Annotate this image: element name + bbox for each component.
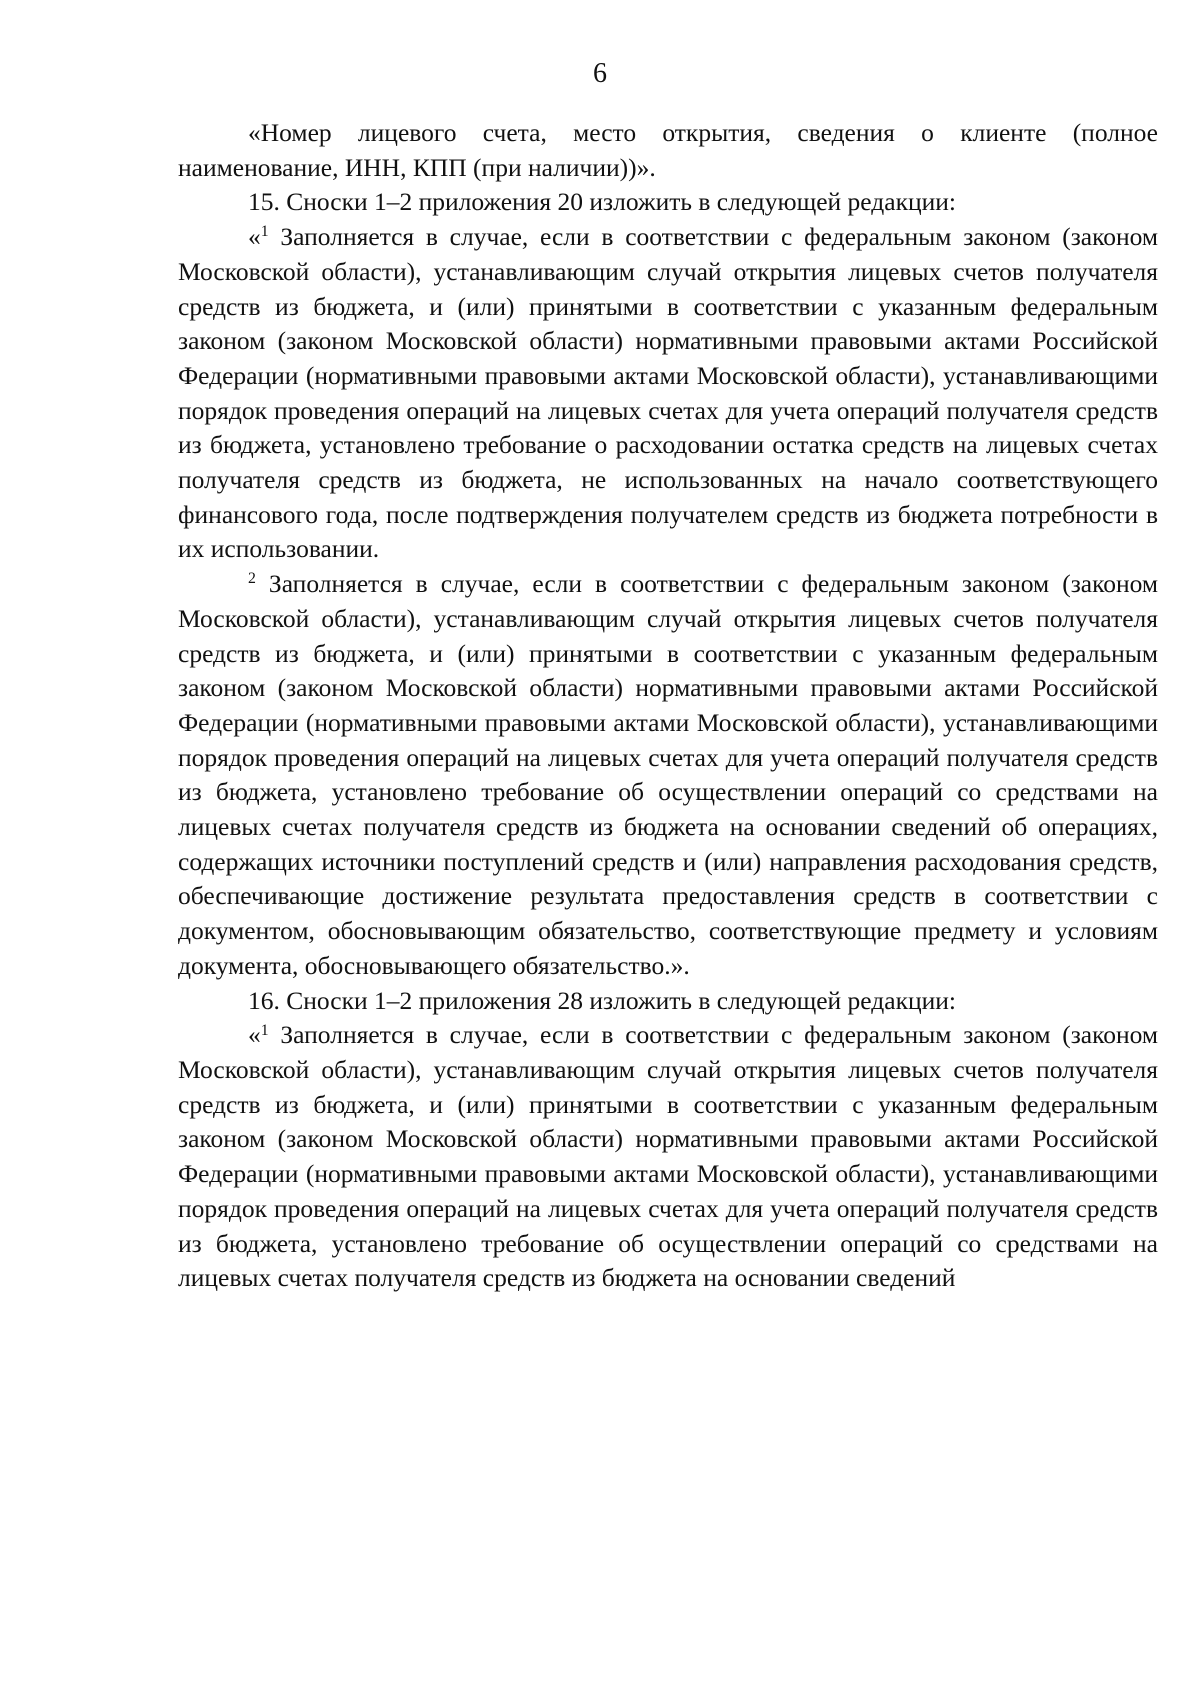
paragraph-item-16: 16. Сноски 1–2 приложения 28 изложить в следующей редакции: <box>248 985 956 1015</box>
page-number: 6 <box>593 58 607 89</box>
footnote-marker: 1 <box>260 223 269 241</box>
footnote-text: Заполняется в случае, если в соответствии с федеральным законом (законом Московской области), устанавливающим случай открытия лицевых счетов получателя средств из бюджета, и (или) принятыми в соответствии с указанным федеральным законом (законом Московской области) нормативными правовыми актами Российской Федерации (нормативными правовыми актами Московской области), устанавливающими порядок проведения операций на лицевых счетах для учета операций получателя средств из бюджета, установлено требование о расходовании остатка средств на лицевых счетах получателя средств из бюджета, не использованных на начало соответствующего финансового года, после подтверждения получателем средств из бюджета потребности в их использовании. <box>178 222 1158 564</box>
paragraph-item-15: 15. Сноски 1–2 приложения 20 изложить в следующей редакции: <box>248 187 956 217</box>
footnote-marker: 2 <box>248 570 256 588</box>
footnote-marker: 1 <box>260 1021 269 1039</box>
footnote-text: Заполняется в случае, если в соответствии с федеральным законом (законом Московской области), устанавливающим случай открытия лицевых счетов получателя средств из бюджета, и (или) принятыми в соответствии с указанным федеральным законом (законом Московской области) нормативными правовыми актами Российской Федерации (нормативными правовыми актами Московской области), устанавливающими порядок проведения операций на лицевых счетах для учета операций получателя средств из бюджета, установлено требование об осуществлении операций со средствами на лицевых счетах получателя средств из бюджета на основании сведений об операциях, содержащих источники поступлений средств и (или) направления расходования средств, обеспечивающие достижение результата предоставления средств в соответствии с документом, обосновывающим обязательство, соответствующие предмету и условиям документа, обосновывающего обязательство.». <box>178 569 1158 980</box>
open-quote: « <box>248 222 261 252</box>
open-quote: « <box>248 1020 261 1050</box>
paragraph-footnote-1-app28 <box>178 1018 1158 1296</box>
footnote-text: Заполняется в случае, если в соответствии с федеральным законом (законом Московской области), устанавливающим случай открытия лицевых счетов получателя средств из бюджета, и (или) принятыми в соответствии с указанным федеральным законом (законом Московской области) нормативными правовыми актами Российской Федерации (нормативными правовыми актами Московской области), устанавливающими порядок проведения операций на лицевых счетах для учета операций получателя средств из бюджета, установлено требование об осуществлении операций со средствами на лицевых счетах получателя средств из бюджета на основании сведений <box>178 1020 1158 1293</box>
document-body <box>178 116 1158 1296</box>
paragraph-footnote-1-app20 <box>178 220 1158 567</box>
paragraph-account-number: «Номер лицевого счета, место открытия, сведения о клиенте (полное наименование, ИНН, КПП (при наличии))». <box>178 118 1158 182</box>
paragraph-footnote-2-app20 <box>178 567 1158 983</box>
